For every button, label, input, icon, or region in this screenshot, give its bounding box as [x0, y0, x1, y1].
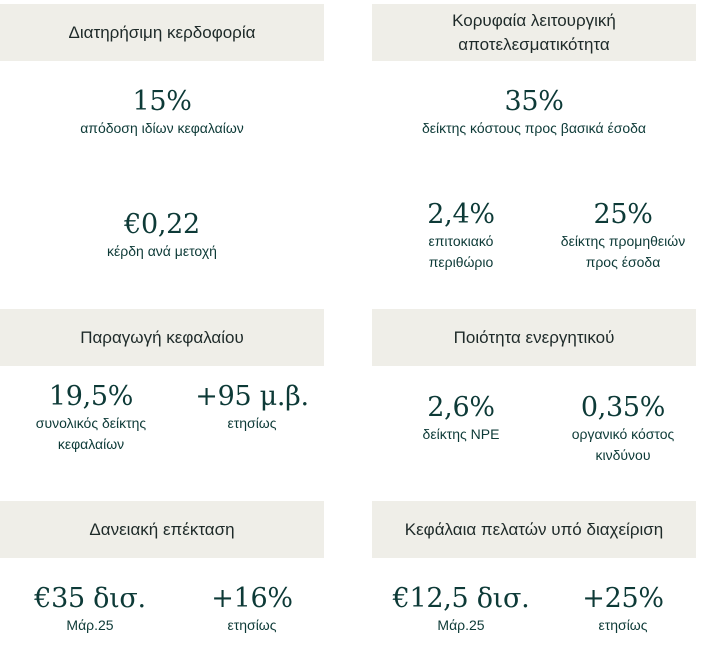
stat-fee-income	[540, 199, 702, 273]
stat-aum-growth	[540, 583, 702, 636]
card-title-line: Κορυφαία λειτουργική	[452, 10, 616, 30]
stat-value: +95 μ.β.	[195, 381, 309, 412]
stat-label: ετησίως	[227, 415, 277, 431]
stat-value: 19,5%	[48, 381, 134, 412]
stat-label-line: οργανικό κόστος	[571, 426, 675, 442]
stat-label	[540, 424, 702, 466]
stat-label: ετησίως	[227, 617, 277, 633]
stat-value: €35 δισ.	[34, 583, 146, 614]
card-title-line: αποτελεσματικότητα	[458, 34, 610, 54]
card-title	[0, 4, 324, 61]
stat-value: 2,4%	[427, 199, 495, 230]
card-title-text: Κεφάλαια πελατών υπό διαχείριση	[404, 519, 664, 539]
card-title	[372, 4, 696, 61]
stat-total-capital	[14, 381, 168, 455]
stat-label-line: κινδύνου	[595, 447, 651, 463]
stat-label	[380, 231, 542, 273]
stat-label	[14, 413, 168, 455]
card-efficiency	[372, 4, 696, 61]
stat-label-line: κεφαλαίων	[57, 436, 125, 452]
stat-label: απόδοση ιδίων κεφαλαίων	[80, 120, 244, 136]
card-aum	[372, 501, 696, 558]
stat-cost-income	[372, 86, 696, 139]
card-title-text: Δανειακή επέκταση	[89, 519, 235, 539]
stat-value: 2,6%	[427, 392, 495, 423]
stat-value: +16%	[211, 583, 293, 614]
stat-value: 0,35%	[580, 392, 666, 423]
card-title	[372, 309, 696, 366]
stat-label: κέρδη ανά μετοχή	[107, 243, 217, 259]
card-asset-quality	[372, 309, 696, 366]
card-lending	[0, 501, 324, 558]
card-title	[372, 501, 696, 558]
card-title-text: Διατηρήσιμη κερδοφορία	[68, 22, 256, 42]
stat-label: δείκτης κόστους προς βασικά έσοδα	[421, 120, 647, 136]
stat-value: +25%	[582, 583, 664, 614]
stat-value: €12,5 δισ.	[392, 583, 530, 614]
card-capital	[0, 309, 324, 366]
card-title-text	[452, 9, 616, 57]
stat-value: 35%	[504, 86, 564, 117]
stat-label-line: περιθώριο	[428, 254, 494, 270]
card-title-text: Ποιότητα ενεργητικού	[453, 327, 615, 347]
stat-label: δείκτης NPE	[422, 426, 500, 442]
stat-label-line: συνολικός δείκτης	[35, 415, 147, 431]
stat-label: Μάρ.25	[437, 617, 485, 633]
stat-value: €0,22	[124, 209, 200, 240]
card-title-text: Παραγωγή κεφαλαίου	[80, 327, 244, 347]
stat-npe	[380, 392, 542, 445]
stat-label-line: προς έσοδα	[585, 254, 661, 270]
stat-capital-bps	[172, 381, 332, 434]
stat-cost-of-risk	[540, 392, 702, 466]
stat-value: 15%	[132, 86, 192, 117]
card-profitability	[0, 4, 324, 61]
stat-label	[540, 231, 702, 273]
stat-loans	[10, 583, 170, 636]
stat-eps	[0, 209, 324, 262]
stat-value: 25%	[593, 199, 653, 230]
stat-aum	[380, 583, 542, 636]
stat-label: ετησίως	[598, 617, 648, 633]
stat-label-line: δείκτης προμηθειών	[560, 233, 686, 249]
stat-roe	[0, 86, 324, 139]
stat-label-line: επιτοκιακό	[428, 233, 494, 249]
stat-label: Μάρ.25	[66, 617, 114, 633]
card-title	[0, 309, 324, 366]
stat-nim	[380, 199, 542, 273]
card-title	[0, 501, 324, 558]
stat-loans-growth	[172, 583, 332, 636]
